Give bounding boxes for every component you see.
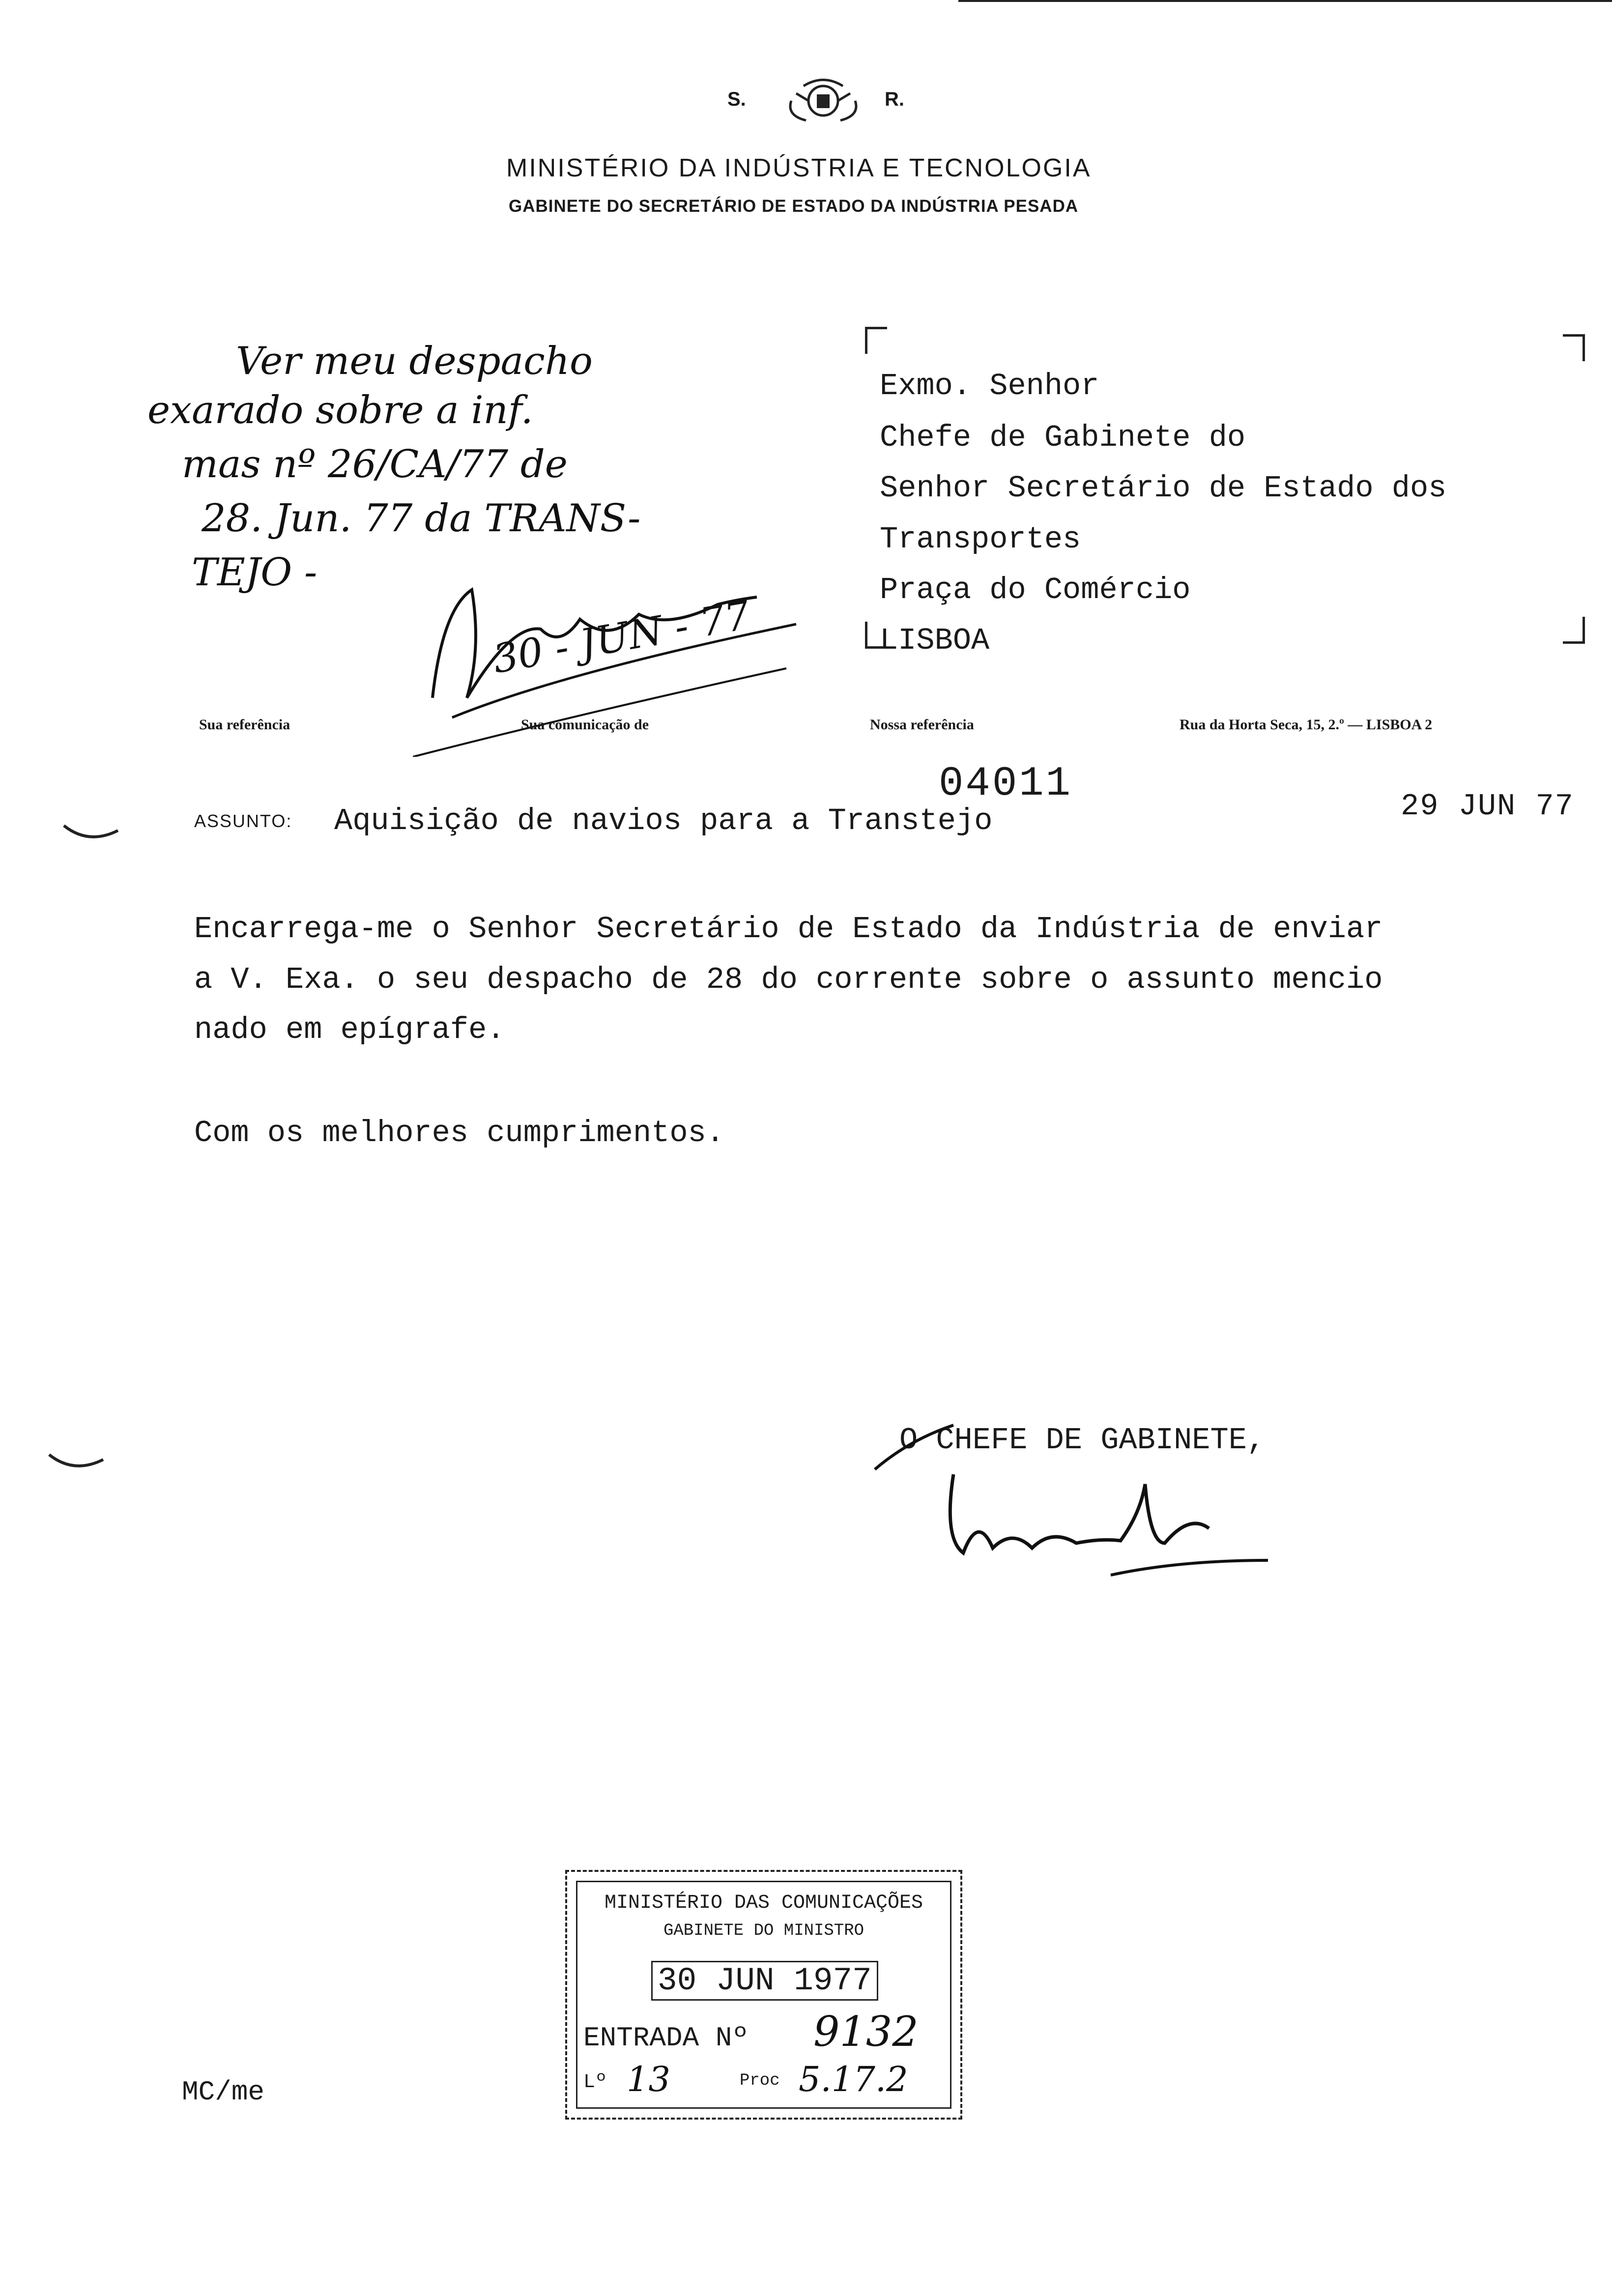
stamp-proc-value: 5.17.2 <box>799 2059 908 2099</box>
letterhead-s: S. <box>727 88 746 110</box>
ministry-name: MINISTÉRIO DA INDÚSTRIA E TECNOLOGIA <box>506 154 1092 182</box>
addressee-line-6: LISBOA <box>880 623 990 658</box>
scan-top-edge <box>958 0 1612 2</box>
signature-strike-mark <box>870 1420 958 1474</box>
sua-comunicacao-label: Sua comunicação de <box>521 717 649 733</box>
address-bracket-bottom-right <box>1563 617 1585 644</box>
stamp-entry-label: ENTRADA Nº <box>583 2022 749 2054</box>
handwritten-note-line-3: mas nº 26/CA/77 de <box>182 442 568 487</box>
document-date: 29 JUN 77 <box>1401 789 1574 824</box>
handwritten-note-line-2: exarado sobre a inf. <box>147 388 533 432</box>
stamp-office: GABINETE DO MINISTRO <box>663 1922 864 1940</box>
stamp-proc-label: Proc <box>740 2071 780 2090</box>
coat-of-arms-icon <box>781 74 865 128</box>
reference-number: 04011 <box>939 761 1073 807</box>
addressee-line-1: Exmo. Senhor <box>880 369 1099 403</box>
stamp-entry-number: 9132 <box>813 2008 919 2056</box>
handwritten-note-line-4: 28. Jun. 77 da TRANS- <box>202 496 641 541</box>
letterhead-r: R. <box>885 88 904 110</box>
address-bracket-top-left <box>865 327 887 354</box>
subject-label: ASSUNTO: <box>194 811 292 831</box>
punch-mark-upper <box>59 816 123 850</box>
body-line-3: nado em epígrafe. <box>194 1012 505 1047</box>
receipt-stamp <box>565 1870 962 2120</box>
handwritten-note-line-5: TEJO - <box>192 550 317 595</box>
handwritten-note-line-1: Ver meu despacho <box>236 339 593 383</box>
addressee-line-4: Transportes <box>880 522 1081 557</box>
addressee-line-5: Praça do Comércio <box>880 573 1191 607</box>
body-line-2: a V. Exa. o seu despacho de 28 do corrente sobre o assunto mencio <box>194 962 1383 997</box>
signature-title: O CHEFE DE GABINETE, <box>899 1423 1266 1458</box>
stamp-ministry: MINISTÉRIO DAS COMUNICAÇÕES <box>604 1892 923 1914</box>
body-line-1: Encarrega-me o Senhor Secretário de Estado da Indústria de enviar <box>194 912 1383 947</box>
addressee-line-2: Chefe de Gabinete do <box>880 420 1246 455</box>
typist-initials: MC/me <box>182 2076 265 2108</box>
ministry-address: Rua da Horta Seca, 15, 2.º — LISBOA 2 <box>1180 717 1433 733</box>
stamp-lv-value: 13 <box>627 2059 671 2099</box>
handwritten-date: 30 - JUN - 77 <box>489 592 753 683</box>
nossa-referencia-label: Nossa referência <box>870 717 974 733</box>
stamp-lv-label: Lº <box>583 2071 607 2094</box>
handwritten-signature <box>934 1455 1288 1592</box>
sua-referencia-label: Sua referência <box>199 717 290 733</box>
subject-value: Aquisição de navios para a Transtejo <box>334 804 993 838</box>
letterhead-emblem <box>727 74 934 128</box>
office-name: GABINETE DO SECRETÁRIO DE ESTADO DA INDÚSTRIA PESADA <box>509 197 1079 216</box>
addressee-line-3: Senhor Secretário de Estado dos <box>880 471 1447 506</box>
address-bracket-top-right <box>1563 334 1585 361</box>
punch-mark-lower <box>44 1445 108 1479</box>
stamp-date: 30 JUN 1977 <box>651 1961 878 2001</box>
closing-line: Com os melhores cumprimentos. <box>194 1116 724 1150</box>
